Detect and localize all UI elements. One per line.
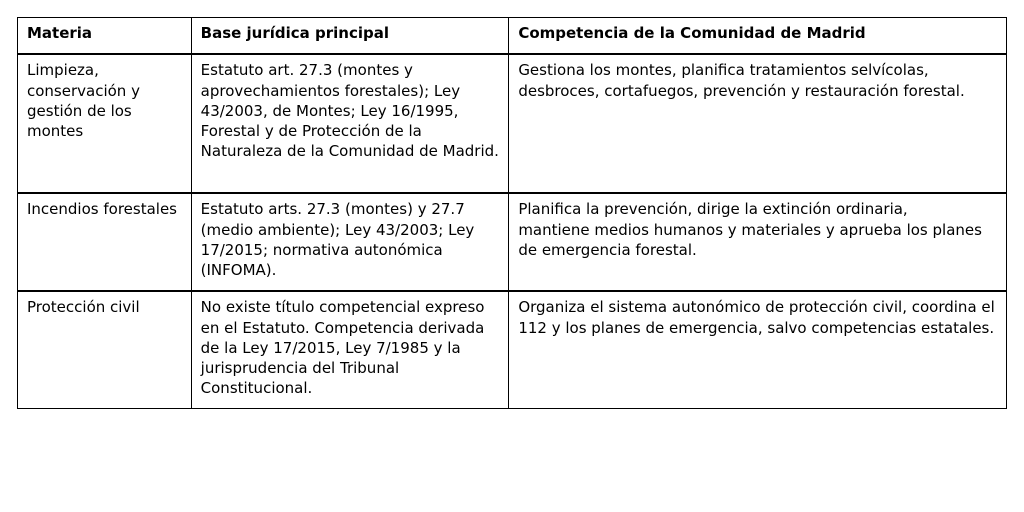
cell-competencia: Organiza el sistema autonómico de protección civil, coordina el 112 y los planes de emergencia, salvo competencias estatales. (509, 291, 1007, 409)
table-row (18, 193, 1007, 291)
table-header-row (18, 18, 1007, 55)
cell-materia: Incendios forestales (18, 193, 192, 291)
competencias-table (17, 17, 1007, 409)
cell-base-juridica: Estatuto arts. 27.3 (montes) y 27.7 (medio ambiente); Ley 43/2003; Ley 17/2015; normativa autonómica (INFOMA). (191, 193, 509, 291)
cell-competencia (509, 193, 1007, 291)
table-row (18, 54, 1007, 193)
header-base-juridica: Base jurídica principal (191, 18, 509, 55)
cell-base-juridica: No existe título competencial expreso en el Estatuto. Competencia derivada de la Ley 17/2015, Ley 7/1985 y la jurisprudencia del Tribunal Constitucional. (191, 291, 509, 409)
cell-materia: Limpieza, conservación y gestión de los montes (18, 54, 192, 193)
table-row (18, 291, 1007, 409)
cell-competencia: Gestiona los montes, planifica tratamientos selvícolas, desbroces, cortafuegos, prevención y restauración forestal. (509, 54, 1007, 193)
competencia-line: mantiene medios humanos y materiales y aprueba los planes (518, 220, 982, 239)
header-competencia: Competencia de la Comunidad de Madrid (509, 18, 1007, 55)
header-materia: Materia (18, 18, 192, 55)
cell-base-juridica: Estatuto art. 27.3 (montes y aprovechamientos forestales); Ley 43/2003, de Montes; Ley 16/1995, Forestal y de Protección de la Naturaleza de la Comunidad de Madrid. (191, 54, 509, 193)
competencia-line: de emergencia forestal. (518, 240, 697, 259)
competencia-line: Planifica la prevención, dirige la extinción ordinaria, (518, 200, 908, 219)
cell-materia: Protección civil (18, 291, 192, 409)
